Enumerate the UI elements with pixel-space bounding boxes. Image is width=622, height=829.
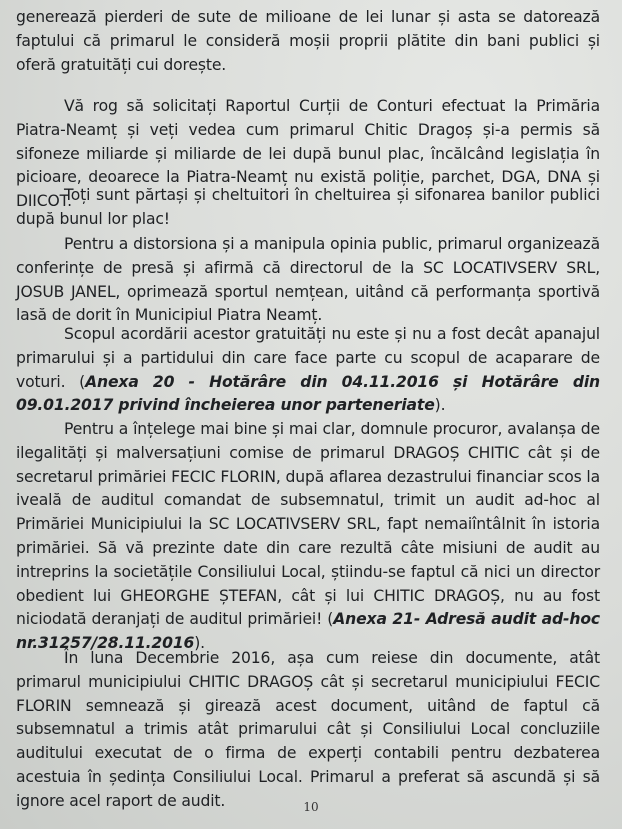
annex-21-reference: Anexa 21- Adresă audit ad-hoc nr.31257/28.11.2016 [16, 610, 600, 653]
paragraph-5-end: ). [434, 396, 446, 415]
paragraph-1: generează pierderi de sute de milioane de lei lunar și asta se datorează faptului că primarul le consideră moșii proprii plătite din bani publici și oferă gratuități cui dorește. [16, 8, 600, 74]
paragraph-6-text: Pentru a înțelege mai bine și mai clar, domnule procuror, avalanșa de ilegalități și malversațiuni comise de primarul DRAGOȘ CHITIC cât și de secretarul primăriei FECIC FLORIN, după aflarea dezastrului financiar scos la iveală de auditul comandat de subsemnatul, trimit un audit ad-hoc al Primăriei Municipiului la SC LOCATIVSERV SRL, fapt nemaiîntâlnit în istoria primăriei. Să vă prezinte date din care rezultă câte misiuni de audit au intreprins la societățile Consiliului Local, știindu-se faptul că nici un director obedient lui GHEORGHE ȘTEFAN, cât și lui CHITIC DRAGOȘ, nu au fost niciodată deranjați de auditul primăriei! ( [16, 420, 600, 629]
paragraph-6-end: ). [194, 634, 205, 653]
paragraph-7: În luna Decembrie 2016, așa cum reiese din documente, atât primarul municipiului CHITIC DRAGOȘ cât și secretarul municipiului FECIC FLORIN semnează și girează acest document, uitând de faptul că subsemnatul a trimis atât primarului cât și Consiliului Local concluziile auditului executat de o firma de experți contabili pentru dezbaterea acestuia în ședința Consiliului Local. Primarul a preferat să ascundă și să ignore acel raport de audit. [16, 649, 600, 810]
annex-20-reference: Anexa 20 - Hotărâre din 04.11.2016 și Hotărâre din 09.01.2017 privind încheierea unor parteneriate [16, 372, 600, 415]
paragraph-4: Pentru a distorsiona și a manipula opinia public, primarul organizează conferințe de presă și afirmă că directorul de la SC LOCATIVSERV SRL, JOSUB JANEL, oprimează sportul nemțean, uitând că performanța sportivă lasă de dorit în Municipiul Piatra Neamț. [16, 235, 600, 325]
page-number: 10 [303, 800, 319, 814]
paragraph-5 [0, 323, 622, 418]
paragraph-2: Vă rog să solicitați Raportul Curții de Conturi efectuat la Primăria Piatra-Neamț și veți vedea cum primarul Chitic Dragoș și-a permis să sifoneze miliarde și miliarde de lei după bunul plac, încălcând legislația în picioare, deoarece la Piatra-Neamț nu există poliție, parchet, DGA, DNA și DIICOT. [16, 97, 600, 211]
paragraph-5-text: Scopul acordării acestor gratuități nu este și nu a fost decât apanajul primarului și a partidului din care face parte cu scopul de acaparare de voturi. ( [16, 325, 600, 391]
paragraph-6 [0, 418, 622, 656]
paragraph-3: Toți sunt părtași și cheltuitori în cheltuirea și sifonarea banilor publici după bunul lor plac! [16, 186, 600, 228]
